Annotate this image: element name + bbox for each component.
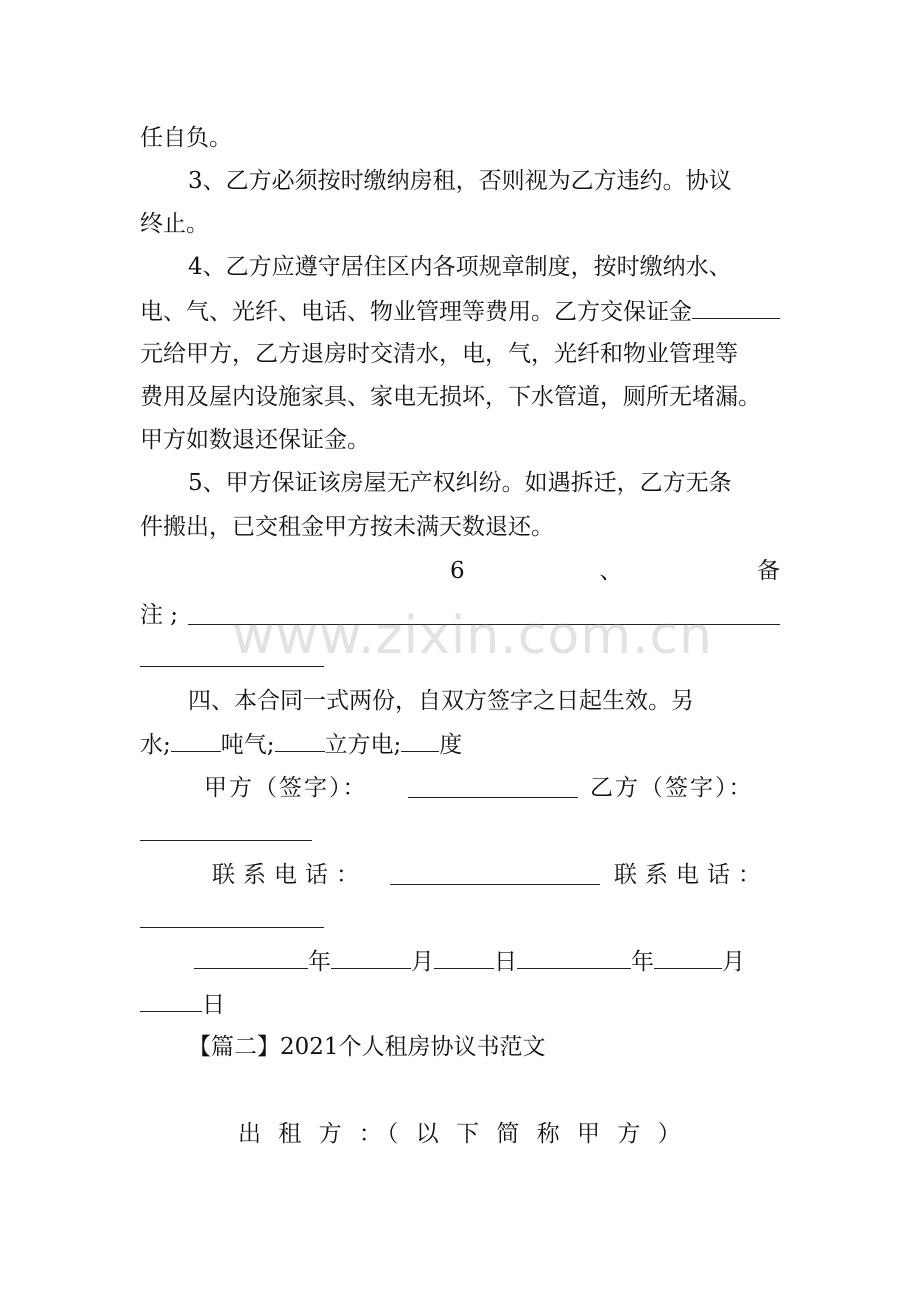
party-a-day-label: 日 [494, 949, 517, 975]
deposit-blank [692, 296, 780, 319]
water-blank [171, 729, 221, 752]
party-a-signature-blank [408, 797, 578, 798]
clause-6-separator: 、 [599, 558, 623, 584]
party-b-phone-label: 联系电话： [614, 862, 769, 888]
clause-6-heading [450, 556, 780, 586]
party-b-day-label: 日 [202, 992, 225, 1018]
party-a-month-label: 月 [411, 949, 434, 975]
date-line [194, 946, 780, 977]
clause-2-tail: 任自负。 [140, 125, 232, 151]
clause-6-number: 6 [450, 558, 465, 584]
party-a-year-label: 年 [308, 949, 331, 975]
party-a-month-blank [331, 946, 411, 969]
party-b-signature-blank [140, 840, 312, 841]
part-2-heading: 【篇二】2021个人租房协议书范文 [188, 1034, 546, 1060]
gas-blank [275, 729, 325, 752]
clause-4-line-4: 费用及屋内设施家具、家电无损坏，下水管道，厕所无堵漏。 [140, 384, 761, 410]
party-a-phone-blank [390, 884, 600, 885]
utilities-line [140, 729, 780, 760]
watermark-text: www.zixin.com.cn [232, 606, 713, 666]
clause-6-word: 备 [756, 558, 780, 584]
lessor-line: 出 租 方 ：（ 以 下 简 称 甲 方 ） [238, 1121, 686, 1147]
clause-3-line-1: 3、乙方必须按时缴纳房租，否则视为乙方违约。协议 [188, 168, 732, 194]
party-b-phone-blank [140, 927, 324, 928]
date-line-2 [140, 989, 780, 1020]
party-a-day-blank [434, 946, 494, 969]
notes-blank-line-2 [140, 666, 324, 667]
notes-blank-line-1 [188, 624, 780, 625]
clause-5-line-1: 5、甲方保证该房屋无产权纠纷。如遇拆迁，乙方无条 [188, 470, 732, 496]
party-a-year-blank [194, 946, 308, 969]
clause-4-line-2 [140, 296, 780, 327]
party-b-month-blank [654, 946, 722, 969]
party-b-year-blank [517, 946, 631, 969]
party-b-signature-label: 乙方（签字）： [590, 775, 754, 801]
clause-3-line-2: 终止。 [140, 211, 209, 237]
water-label: 水; [140, 732, 171, 758]
electricity-blank [401, 729, 439, 752]
notes-label: 注 ; [140, 602, 179, 628]
party-b-day-blank [140, 989, 202, 1012]
party-b-month-label: 月 [722, 949, 745, 975]
clause-4-line-3: 元给甲方，乙方退房时交清水，电，气，光纤和物业管理等 [140, 341, 738, 367]
clause-4-line-1: 4、乙方应遵守居住区内各项规章制度，按时缴纳水、 [188, 254, 732, 280]
party-a-phone-label: 联系电话： [212, 862, 367, 888]
electricity-label: 立方电; [324, 732, 402, 758]
clause-4-line-2-text: 电、气、光纤、电话、物业管理等费用。乙方交保证金 [140, 299, 692, 325]
clause-4-line-5: 甲方如数退还保证金。 [140, 427, 370, 453]
degree-label: 度 [439, 732, 463, 758]
clause-5-line-2: 件搬出，已交租金甲方按未满天数退还。 [140, 514, 554, 540]
party-b-year-label: 年 [631, 949, 654, 975]
party-a-signature-label: 甲方（签字）： [204, 775, 368, 801]
gas-label: 吨气; [220, 732, 275, 758]
section-4-line-1: 四、本合同一式两份，自双方签字之日起生效。另 [188, 688, 694, 714]
